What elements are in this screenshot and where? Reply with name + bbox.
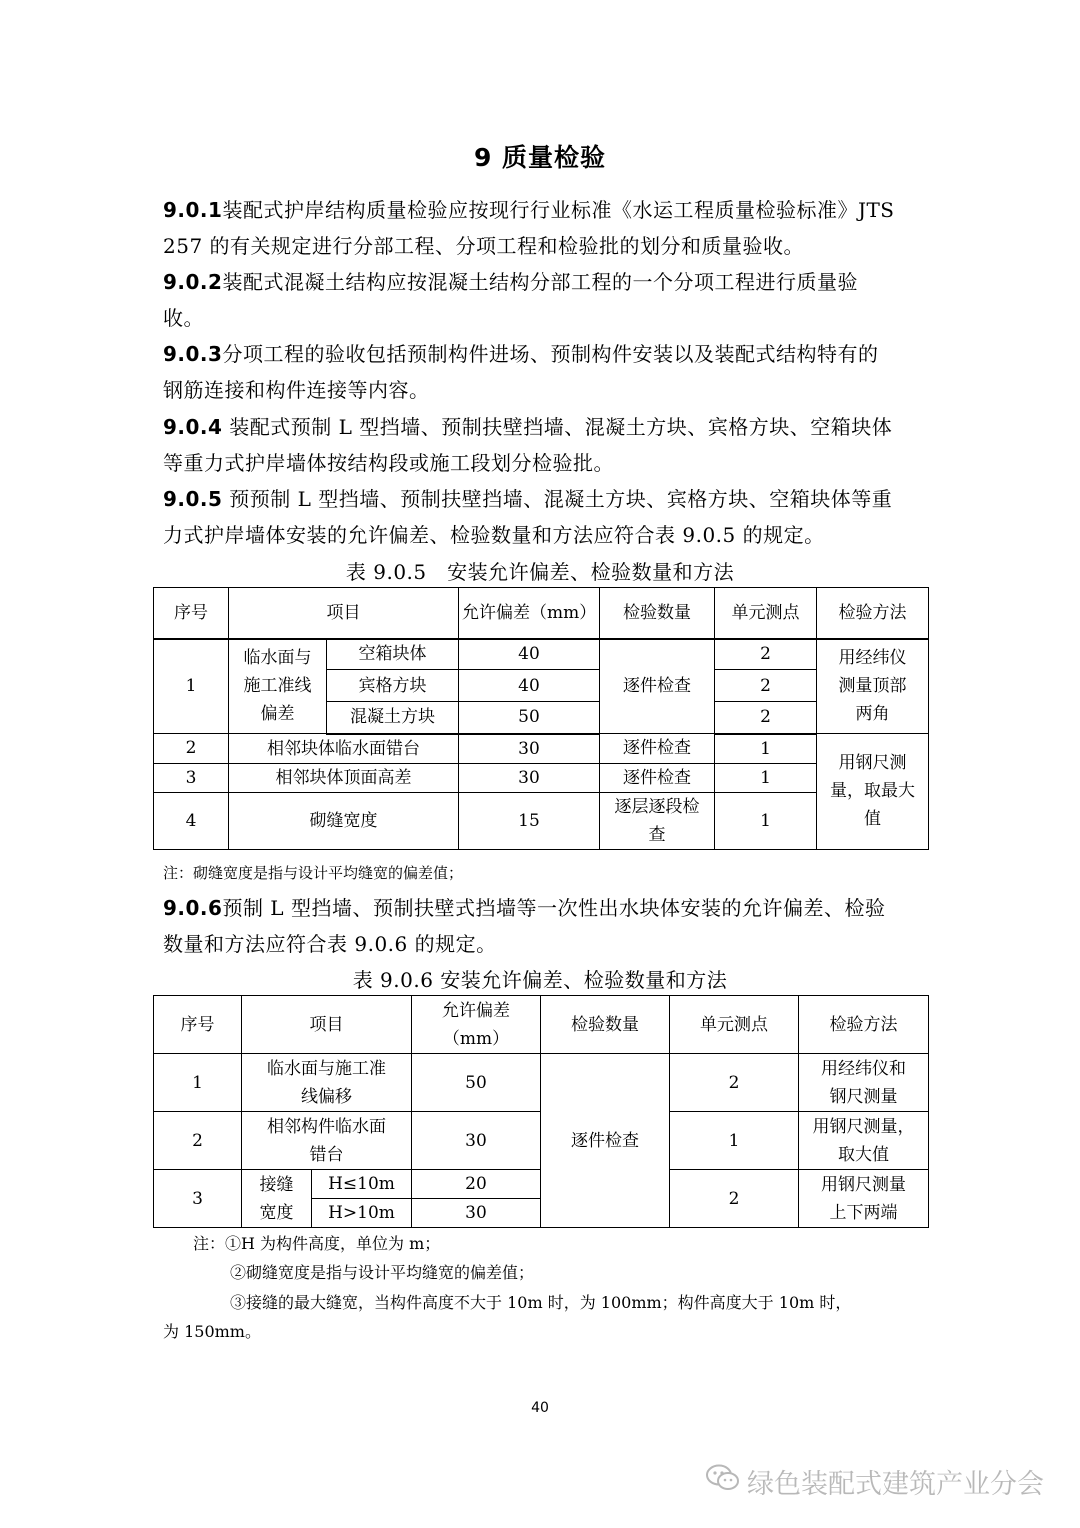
table-cell: 2 — [670, 1170, 799, 1228]
cell-line: 线偏移 — [301, 1086, 352, 1107]
table-cell: 逐件检查 — [600, 734, 715, 764]
table-cell: 50 — [412, 1054, 541, 1112]
clause-text: 等重力式护岸墙体按结构段或施工段划分检验批。 — [163, 451, 614, 475]
table-cell: H≤10m — [312, 1170, 412, 1199]
header-cell: 项目 — [229, 588, 459, 639]
table-cell: 2 — [670, 1054, 799, 1112]
table-cell: 4 — [154, 792, 229, 849]
table-cell: 1 — [154, 639, 229, 734]
header-cell: 单元测点 — [715, 588, 817, 639]
header-cell: 允许偏差（mm） — [459, 588, 600, 639]
cell-line: 测量顶部 — [838, 676, 907, 697]
table-cell: 逐件检查 — [600, 639, 715, 734]
cell-line: 逐层逐段检 — [614, 796, 700, 817]
table-cell — [799, 1112, 929, 1170]
table-cell: 15 — [459, 792, 600, 849]
table-cell — [600, 792, 715, 849]
table-cell: 40 — [459, 639, 600, 670]
table-cell: 30 — [412, 1199, 541, 1228]
clause-text: 钢筋连接和构件连接等内容。 — [163, 378, 430, 402]
clause-text: 预制 L 型挡墙、预制扶壁式挡墙等一次性出水块体安装的允许偏差、检验 — [222, 896, 886, 920]
header-cell: 检验数量 — [600, 588, 715, 639]
page-title: 9 质量检验 — [473, 143, 607, 172]
header-cell: 项目 — [242, 996, 412, 1054]
cell-line: 相邻构件临水面 — [267, 1116, 386, 1137]
table-cell: 30 — [459, 734, 600, 764]
table-cell: 宾格方块 — [327, 670, 459, 702]
cell-line: （mm） — [442, 1028, 510, 1049]
clause-text: 收。 — [163, 306, 204, 330]
clause-9-0-6 — [163, 890, 923, 962]
cell-line: 用经纬仪和 — [821, 1058, 906, 1079]
table-caption: 表 9.0.5 安装允许偏差、检验数量和方法 — [345, 560, 735, 584]
watermark-text: 绿色装配式建筑产业分会 — [747, 1469, 1044, 1500]
table-cell: 3 — [154, 763, 229, 792]
table-cell — [817, 734, 929, 850]
clause-9-0-1 — [163, 192, 923, 264]
cell-line: 接缝 — [259, 1174, 294, 1195]
cell-line: 临水面与施工准 — [267, 1058, 386, 1079]
table-cell: 1 — [715, 792, 817, 849]
clause-number: 9.0.6 — [163, 896, 223, 920]
table-cell: 砌缝宽度 — [229, 792, 459, 849]
table-cell: 2 — [715, 670, 817, 702]
cell-line: 用钢尺测 — [838, 753, 907, 774]
table-cell: 30 — [459, 763, 600, 792]
cell-line: 量，取最大 — [830, 781, 915, 802]
table-cell: 20 — [412, 1170, 541, 1199]
table-cell: 混凝土方块 — [327, 702, 459, 734]
table-note: ③接缝的最大缝宽，当构件高度不大于 10m 时，为 100mm；构件高度大于 10m 时， — [230, 1293, 852, 1312]
clause-text: 预预制 L 型挡墙、预制扶壁挡墙、混凝土方块、宾格方块、空箱块体等重 — [222, 487, 893, 511]
table-cell: 逐件检查 — [600, 763, 715, 792]
header-cell: 序号 — [154, 588, 229, 639]
cell-line: 错台 — [309, 1144, 344, 1165]
clause-number: 9.0.5 — [163, 487, 223, 511]
table-row — [154, 1054, 929, 1112]
clause-text: 装配式预制 L 型挡墙、预制扶壁挡墙、混凝土方块、宾格方块、空箱块体 — [222, 415, 893, 439]
table-cell: 30 — [412, 1112, 541, 1170]
cell-line: 上下两端 — [829, 1202, 898, 1223]
table-header-row — [154, 588, 929, 639]
cell-line: 偏差 — [260, 704, 295, 725]
table-cell: 3 — [154, 1170, 242, 1228]
table-cell: 40 — [459, 670, 600, 702]
table-note: 注：砌缝宽度是指与设计平均缝宽的偏差值； — [163, 864, 464, 882]
cell-line: 值 — [864, 809, 881, 830]
table-cell: 50 — [459, 702, 600, 734]
cell-line: 临水面与 — [243, 648, 312, 669]
table-cell: 2 — [715, 639, 817, 670]
clause-number: 9.0.2 — [163, 270, 223, 294]
table-cell: 1 — [715, 734, 817, 764]
watermark — [705, 1462, 1044, 1501]
table-cell: 2 — [154, 734, 229, 764]
table-cell — [799, 1170, 929, 1228]
table-note: ②砌缝宽度是指与设计平均缝宽的偏差值； — [230, 1263, 535, 1282]
table-cell: 相邻块体顶面高差 — [229, 763, 459, 792]
page-number: 40 — [531, 1400, 549, 1416]
clause-text: 装配式护岸结构质量检验应按现行行业标准《水运工程质量检验标准》JTS — [222, 198, 895, 222]
table-cell: 2 — [715, 702, 817, 734]
cell-line: 用钢尺测量 — [821, 1174, 906, 1195]
table-cell — [229, 639, 327, 734]
table-cell — [242, 1054, 412, 1112]
clause-number: 9.0.4 — [163, 415, 223, 439]
table-cell: 相邻块体临水面错台 — [229, 734, 459, 764]
clause-text: 分项工程的验收包括预制构件进场、预制构件安装以及装配式结构特有的 — [222, 342, 879, 366]
header-cell: 序号 — [154, 996, 242, 1054]
table-row — [154, 734, 929, 764]
cell-line: 钢尺测量 — [829, 1086, 898, 1107]
table-caption: 表 9.0.6 安装允许偏差、检验数量和方法 — [352, 968, 728, 992]
table-cell: 1 — [154, 1054, 242, 1112]
cell-line: 允许偏差 — [442, 1000, 510, 1021]
header-cell: 检验方法 — [799, 996, 929, 1054]
table-note: 注：①H 为构件高度，单位为 m； — [193, 1234, 441, 1253]
header-cell — [412, 996, 541, 1054]
table-cell: 空箱块体 — [327, 639, 459, 670]
cell-line: 查 — [648, 824, 666, 845]
clause-number: 9.0.1 — [163, 198, 223, 222]
clause-text: 数量和方法应符合表 9.0.6 的规定。 — [163, 932, 497, 956]
table-9-0-5 — [153, 587, 929, 850]
clause-text: 装配式混凝土结构应按混凝土结构分部工程的一个分项工程进行质量验 — [222, 270, 858, 294]
table-cell — [242, 1112, 412, 1170]
header-cell: 检验方法 — [817, 588, 929, 639]
clause-number: 9.0.3 — [163, 342, 223, 366]
cell-line: 两角 — [855, 704, 890, 725]
table-cell — [817, 639, 929, 734]
wechat-icon — [705, 1463, 741, 1500]
table-cell: H>10m — [312, 1199, 412, 1228]
table-header-row — [154, 996, 929, 1054]
table-cell: 1 — [670, 1112, 799, 1170]
cell-line: 施工准线 — [243, 676, 312, 697]
header-cell: 检验数量 — [541, 996, 670, 1054]
cell-line: 宽度 — [259, 1202, 294, 1223]
clause-text: 力式护岸墙体安装的允许偏差、检验数量和方法应符合表 9.0.5 的规定。 — [163, 523, 825, 547]
cell-line: 用经纬仪 — [838, 648, 907, 669]
table-cell: 2 — [154, 1112, 242, 1170]
table-9-0-6 — [153, 995, 929, 1228]
table-cell: 1 — [715, 763, 817, 792]
cell-line: 取大值 — [838, 1144, 889, 1165]
cell-line: 用钢尺测量， — [812, 1116, 915, 1137]
header-cell: 单元测点 — [670, 996, 799, 1054]
table-cell — [799, 1054, 929, 1112]
clause-9-0-4 — [163, 409, 923, 481]
clause-text: 257 的有关规定进行分部工程、分项工程和检验批的划分和质量验收。 — [163, 234, 805, 258]
table-note: 为 150mm。 — [163, 1322, 261, 1341]
clause-9-0-5 — [163, 481, 923, 553]
clause-9-0-3 — [163, 336, 923, 408]
table-row — [154, 792, 929, 849]
table-row — [154, 763, 929, 792]
table-row — [154, 639, 929, 670]
table-cell — [242, 1170, 312, 1228]
table-cell: 逐件检查 — [541, 1054, 670, 1228]
clause-9-0-2 — [163, 264, 923, 336]
